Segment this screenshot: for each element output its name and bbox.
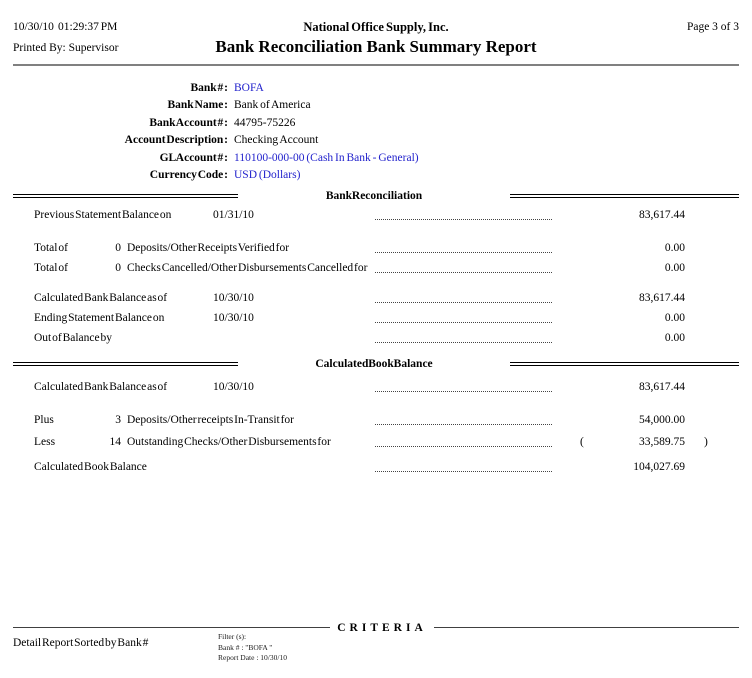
table-row [0, 414, 752, 428]
dot-leader [375, 436, 552, 447]
gl-account-label: GL Account # : [159, 152, 228, 164]
info-row-bank-account [0, 117, 752, 131]
double-line [510, 362, 739, 366]
table-row [0, 209, 752, 223]
row-amount: 83,617.44 [639, 292, 685, 304]
bank-account-label: Bank Account # : [149, 117, 228, 129]
row-count: 0 [115, 242, 121, 254]
row-date: 10/30/10 [213, 292, 254, 304]
negative-paren-open: ( [580, 436, 584, 448]
row-label: Previous Statement Balance on [34, 209, 172, 221]
row-amount: 83,617.44 [639, 381, 685, 393]
dot-leader [375, 209, 552, 220]
thin-line [13, 627, 330, 628]
dot-leader [375, 414, 552, 425]
table-row [0, 292, 752, 306]
row-label: Ending Statement Balance on [34, 312, 165, 324]
double-line [510, 194, 739, 198]
printed-by: Printed By: Supervisor [13, 42, 119, 54]
row-amount: 0.00 [664, 242, 685, 254]
account-description-value: Checking Account [234, 134, 319, 146]
dot-leader [375, 381, 552, 392]
table-row [0, 262, 752, 276]
filter-line: Filter (s): [218, 632, 247, 641]
table-row [0, 381, 752, 395]
row-description: Deposits/Other Receipts Verified for [127, 242, 290, 254]
criteria-title: CRITERIA [337, 621, 427, 634]
row-description: Outstanding Checks/Other Disbursements for [127, 436, 331, 448]
double-line [13, 362, 238, 366]
filter-line: Report Date : 10/30/10 [218, 653, 287, 662]
table-row [0, 312, 752, 326]
dot-leader [375, 292, 552, 303]
info-row-gl-account [0, 152, 752, 166]
table-row [0, 461, 752, 475]
info-row-bank-number [0, 82, 752, 96]
report-title: Bank Reconciliation Bank Summary Report [215, 37, 537, 56]
thin-line [434, 627, 739, 628]
table-row [0, 332, 752, 346]
row-amount: 83,617.44 [639, 209, 685, 221]
info-row-bank-name [0, 99, 752, 113]
info-row-account-description [0, 134, 752, 148]
row-label: Out of Balance by [34, 332, 112, 344]
row-amount: 33,589.75 [639, 436, 685, 448]
negative-paren-close: ) [704, 436, 708, 448]
row-count: 3 [115, 414, 121, 426]
row-amount: 0.00 [664, 262, 685, 274]
report-date: 10/30/10 [13, 21, 54, 33]
row-label: Calculated Bank Balance as of [34, 381, 168, 393]
section-header-calculated-book-balance [13, 357, 739, 371]
bank-name-value: Bank of America [234, 99, 311, 111]
row-label: Total of [34, 262, 68, 274]
row-description: Checks Cancelled/Other Disbursements Cancelled for [127, 262, 368, 274]
header-divider [13, 64, 739, 66]
report-time: 01:29:37 PM [58, 21, 118, 33]
criteria-divider [13, 621, 739, 634]
row-label: Less [34, 436, 56, 448]
table-row [0, 436, 752, 450]
section-title: Calculated Book Balance [315, 358, 433, 370]
dot-leader [375, 332, 552, 343]
row-amount: 104,027.69 [633, 461, 685, 473]
page-indicator: Page 3 of 3 [686, 21, 739, 33]
dot-leader [375, 262, 552, 273]
currency-code-value[interactable]: USD (Dollars) [234, 169, 301, 181]
row-description: Deposits/Other receipts In-Transit for [127, 414, 294, 426]
bank-account-value: 44795-75226 [234, 117, 296, 129]
row-amount: 0.00 [664, 312, 685, 324]
row-label: Plus [34, 414, 54, 426]
double-line [13, 194, 238, 198]
bank-number-label: Bank # : [190, 82, 228, 94]
row-label: Calculated Book Balance [34, 461, 147, 473]
sorted-by-text: Detail Report Sorted by Bank # [13, 637, 149, 649]
row-label: Calculated Bank Balance as of [34, 292, 168, 304]
filter-block [218, 632, 287, 664]
gl-account-value[interactable]: 110100-000-00 (Cash In Bank - General) [234, 152, 419, 164]
filter-line: Bank # : "BOFA " [218, 642, 273, 652]
row-date: 10/30/10 [213, 381, 254, 393]
dot-leader [375, 242, 552, 253]
row-date: 01/31/10 [213, 209, 254, 221]
bank-number-value[interactable]: BOFA [234, 82, 264, 94]
row-label: Total of [34, 242, 68, 254]
row-count: 0 [115, 262, 121, 274]
section-header-bank-reconciliation [13, 189, 739, 203]
dot-leader [375, 312, 552, 323]
table-row [0, 242, 752, 256]
account-description-label: Account Description : [124, 134, 228, 146]
row-count: 14 [109, 436, 121, 448]
row-date: 10/30/10 [213, 312, 254, 324]
row-amount: 0.00 [664, 332, 685, 344]
row-amount: 54,000.00 [639, 414, 685, 426]
dot-leader [375, 461, 552, 472]
company-name: National Office Supply, Inc. [303, 20, 449, 34]
currency-code-label: Currency Code : [149, 169, 228, 181]
section-title: Bank Reconciliation [325, 190, 423, 202]
info-row-currency-code [0, 169, 752, 183]
bank-name-label: Bank Name : [167, 99, 228, 111]
